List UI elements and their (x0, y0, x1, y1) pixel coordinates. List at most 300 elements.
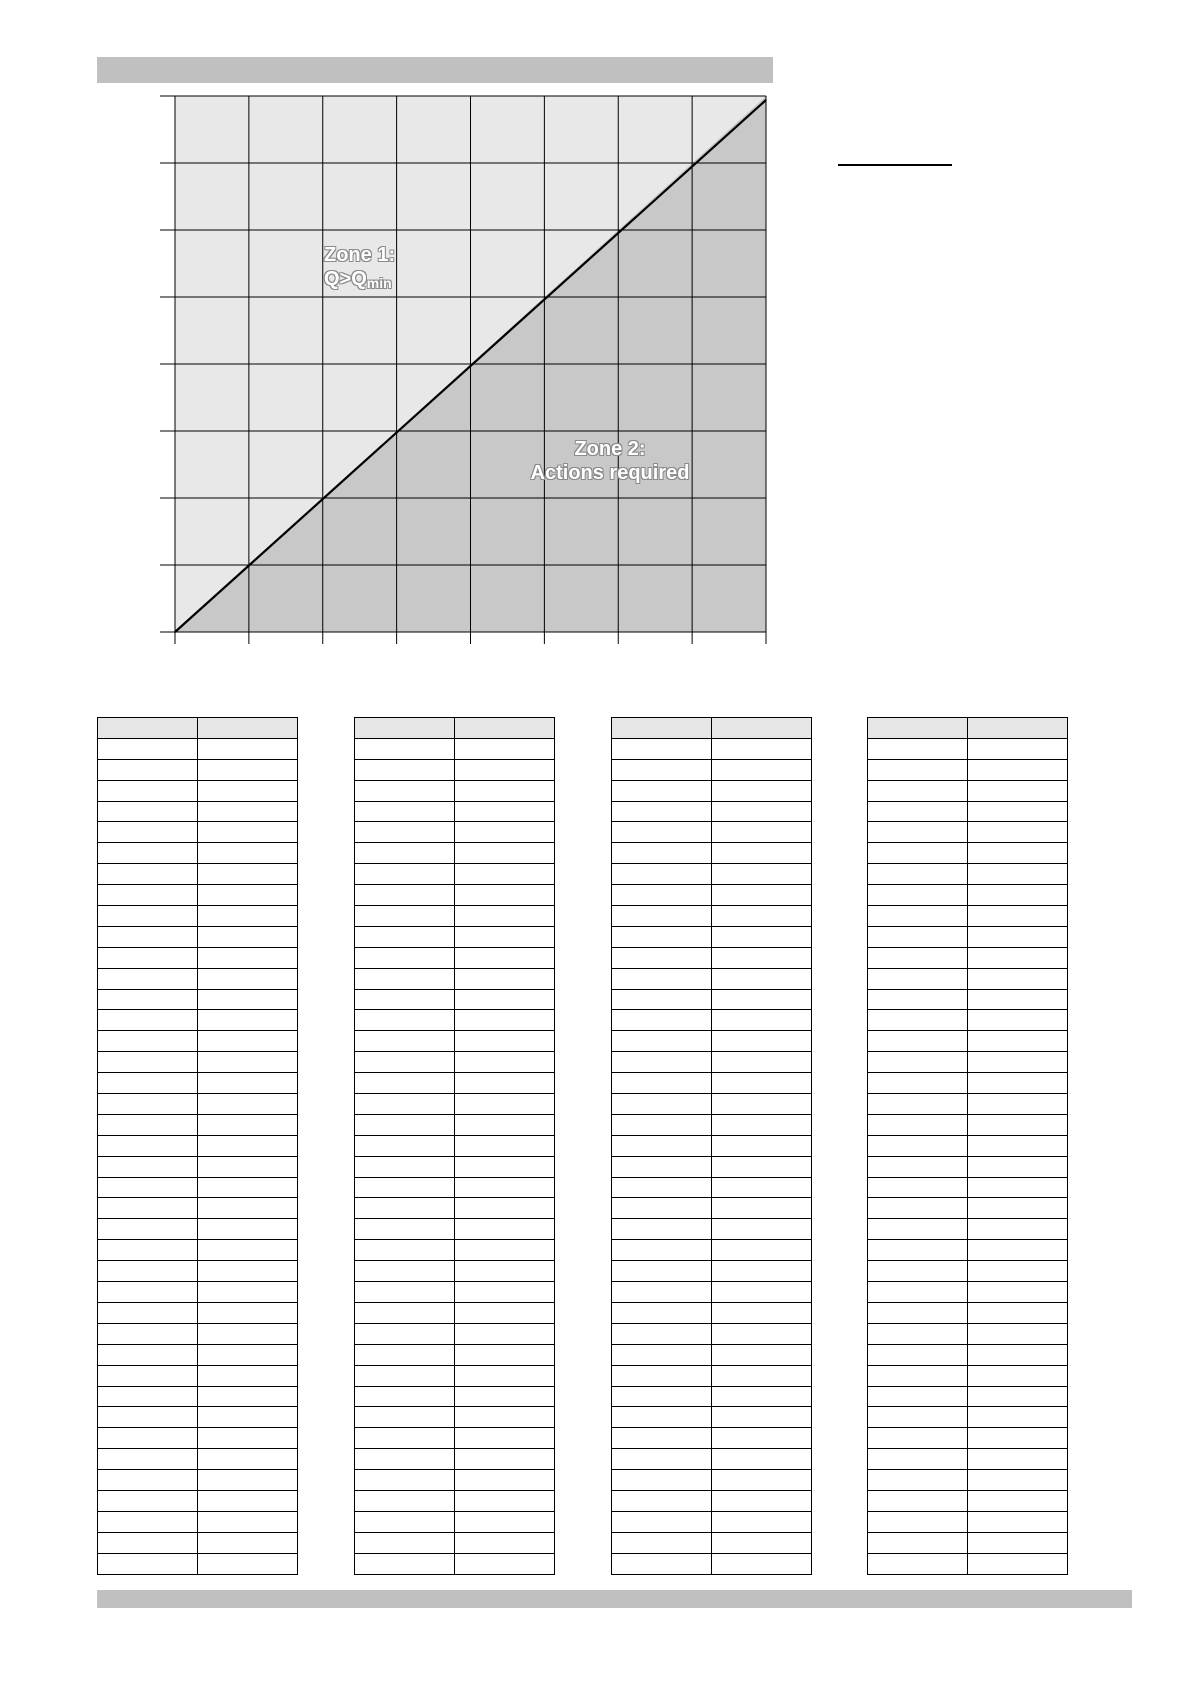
table-cell (868, 1449, 968, 1470)
table-cell (98, 822, 198, 843)
table-row (355, 989, 555, 1010)
table-cell (198, 1323, 298, 1344)
table-row (868, 1470, 1068, 1491)
table-cell (98, 843, 198, 864)
table-cell (98, 1219, 198, 1240)
table-row (355, 1553, 555, 1574)
table-cell (98, 1365, 198, 1386)
table-cell (98, 1135, 198, 1156)
table-cell (198, 947, 298, 968)
table-cell (712, 1240, 812, 1261)
table-row (355, 1219, 555, 1240)
table-cell (355, 1094, 455, 1115)
table-cell (868, 1428, 968, 1449)
table-cell (612, 1156, 712, 1177)
table-cell (612, 1344, 712, 1365)
table-row (612, 1052, 812, 1073)
table-row (355, 1261, 555, 1282)
table-cell (98, 1198, 198, 1219)
table-cell (355, 1323, 455, 1344)
table-row (868, 759, 1068, 780)
table-cell (868, 885, 968, 906)
table-cell (968, 1052, 1068, 1073)
table-row (868, 1010, 1068, 1031)
table-cell (968, 906, 1068, 927)
table-row (868, 864, 1068, 885)
table-cell (712, 738, 812, 759)
table-cell (355, 1490, 455, 1511)
table-cell (612, 843, 712, 864)
table-cell (968, 843, 1068, 864)
table-header-cell (355, 718, 455, 739)
table-row (355, 1302, 555, 1323)
table-row (612, 1219, 812, 1240)
table-cell (868, 1553, 968, 1574)
table-cell (455, 1010, 555, 1031)
table-cell (612, 1114, 712, 1135)
table-cell (98, 1511, 198, 1532)
table-cell (712, 1490, 812, 1511)
zone2-label (500, 437, 720, 485)
table-cell (98, 1386, 198, 1407)
table-row (355, 947, 555, 968)
table-row (868, 1198, 1068, 1219)
table-row (868, 885, 1068, 906)
table-cell (198, 1073, 298, 1094)
table-cell (712, 843, 812, 864)
table-cell (355, 1407, 455, 1428)
table-cell (868, 1240, 968, 1261)
table-cell (198, 1407, 298, 1428)
table-cell (98, 1428, 198, 1449)
table-cell (868, 1386, 968, 1407)
table-cell (612, 1470, 712, 1491)
table-cell (868, 1261, 968, 1282)
table-cell (198, 1532, 298, 1553)
table-cell (355, 1261, 455, 1282)
table-row (98, 738, 298, 759)
table-cell (98, 1407, 198, 1428)
table-row (355, 1198, 555, 1219)
table-cell (968, 1219, 1068, 1240)
table-cell (868, 1073, 968, 1094)
table-cell (612, 1323, 712, 1344)
table-cell (355, 1240, 455, 1261)
table-row (868, 968, 1068, 989)
table-cell (355, 1386, 455, 1407)
table-cell (712, 926, 812, 947)
table-row (868, 1386, 1068, 1407)
table-cell (868, 1302, 968, 1323)
table-row (98, 1428, 298, 1449)
table-cell (712, 822, 812, 843)
table-cell (968, 1010, 1068, 1031)
table-cell (355, 947, 455, 968)
table-cell (455, 1490, 555, 1511)
table-cell (612, 926, 712, 947)
table-cell (868, 968, 968, 989)
table-cell (355, 1449, 455, 1470)
table-row (98, 801, 298, 822)
table-row (868, 822, 1068, 843)
table-row (868, 989, 1068, 1010)
table-cell (968, 1073, 1068, 1094)
table-cell (355, 1532, 455, 1553)
table-cell (712, 1532, 812, 1553)
table-cell (455, 801, 555, 822)
table-row (868, 738, 1068, 759)
table-cell (355, 968, 455, 989)
table-row (98, 1261, 298, 1282)
table-cell (612, 801, 712, 822)
table-cell (455, 1386, 555, 1407)
table-row (355, 1282, 555, 1303)
table-row (612, 1156, 812, 1177)
table-cell (355, 906, 455, 927)
table-row (868, 1094, 1068, 1115)
blank-table (867, 717, 1068, 1575)
table-cell (355, 822, 455, 843)
table-row (355, 1073, 555, 1094)
table-header-cell (455, 718, 555, 739)
table-row (868, 1365, 1068, 1386)
table-cell (868, 801, 968, 822)
table-cell (868, 1323, 968, 1344)
table-header-cell (98, 718, 198, 739)
table-row (612, 1240, 812, 1261)
table-cell (455, 822, 555, 843)
table-cell (98, 926, 198, 947)
table-cell (98, 947, 198, 968)
table-cell (455, 1135, 555, 1156)
table-cell (98, 1156, 198, 1177)
table-row (612, 1470, 812, 1491)
table-cell (355, 1219, 455, 1240)
table-row (612, 1323, 812, 1344)
table-row (612, 1386, 812, 1407)
table-row (355, 1052, 555, 1073)
table-cell (98, 1449, 198, 1470)
table-cell (868, 1219, 968, 1240)
table-cell (968, 759, 1068, 780)
table-cell (612, 864, 712, 885)
table-cell (455, 947, 555, 968)
table-cell (968, 1031, 1068, 1052)
table-cell (198, 864, 298, 885)
table-row (868, 1490, 1068, 1511)
table-cell (868, 1365, 968, 1386)
table-header-row (612, 718, 812, 739)
table-cell (868, 1511, 968, 1532)
table-row (355, 906, 555, 927)
table-row (355, 1407, 555, 1428)
table-cell (355, 759, 455, 780)
table-cell (98, 906, 198, 927)
table-cell (712, 1449, 812, 1470)
table-cell (968, 989, 1068, 1010)
table-row (98, 1490, 298, 1511)
table-cell (98, 1490, 198, 1511)
table-cell (455, 1449, 555, 1470)
table-row (868, 1031, 1068, 1052)
table-row (98, 885, 298, 906)
table-cell (198, 822, 298, 843)
table-header-cell (198, 718, 298, 739)
table-row (98, 1156, 298, 1177)
table-row (98, 1365, 298, 1386)
table-cell (868, 1114, 968, 1135)
table-cell (455, 1470, 555, 1491)
table-row (868, 1135, 1068, 1156)
table-cell (98, 738, 198, 759)
table-row (98, 864, 298, 885)
table-header-cell (868, 718, 968, 739)
table-cell (968, 1449, 1068, 1470)
table-cell (612, 947, 712, 968)
table-cell (868, 864, 968, 885)
table-cell (712, 1302, 812, 1323)
table-cell (868, 1490, 968, 1511)
table-cell (198, 1386, 298, 1407)
table-row (868, 1511, 1068, 1532)
table-row (355, 1449, 555, 1470)
table-cell (198, 1198, 298, 1219)
table-cell (198, 1156, 298, 1177)
table-cell (355, 1114, 455, 1135)
table-cell (455, 864, 555, 885)
table-header-cell (612, 718, 712, 739)
table-cell (355, 1553, 455, 1574)
table-row (868, 1156, 1068, 1177)
table-cell (98, 1031, 198, 1052)
table-row (612, 947, 812, 968)
table-row (98, 1553, 298, 1574)
table-row (868, 1261, 1068, 1282)
table-cell (968, 1177, 1068, 1198)
table-cell (712, 1344, 812, 1365)
table-cell (198, 1470, 298, 1491)
table-row (98, 759, 298, 780)
table-row (98, 1031, 298, 1052)
table-cell (968, 1532, 1068, 1553)
table-cell (98, 1261, 198, 1282)
table-cell (968, 1553, 1068, 1574)
blank-table (611, 717, 812, 1575)
table-row (612, 843, 812, 864)
table-cell (98, 1282, 198, 1303)
table-cell (198, 1490, 298, 1511)
table-cell (98, 989, 198, 1010)
table-cell (98, 1177, 198, 1198)
table-row (355, 864, 555, 885)
table-cell (712, 801, 812, 822)
table-cell (198, 1344, 298, 1365)
table-cell (868, 906, 968, 927)
table-cell (868, 1344, 968, 1365)
table-cell (968, 1156, 1068, 1177)
table-cell (712, 947, 812, 968)
table-row (98, 968, 298, 989)
table-cell (968, 801, 1068, 822)
table-cell (968, 885, 1068, 906)
table-row (355, 1135, 555, 1156)
table-cell (612, 989, 712, 1010)
table-row (98, 947, 298, 968)
table-row (612, 780, 812, 801)
table-row (612, 1094, 812, 1115)
table-cell (612, 1177, 712, 1198)
table-row (868, 1177, 1068, 1198)
table-cell (98, 1470, 198, 1491)
table-cell (355, 1010, 455, 1031)
table-cell (455, 1344, 555, 1365)
table-cell (355, 1282, 455, 1303)
table-cell (355, 1511, 455, 1532)
table-row (98, 1302, 298, 1323)
table-row (98, 926, 298, 947)
table-cell (98, 1323, 198, 1344)
table-row (98, 1010, 298, 1031)
table-cell (198, 968, 298, 989)
table-row (355, 1511, 555, 1532)
table-cell (868, 1031, 968, 1052)
table-cell (712, 1323, 812, 1344)
table-cell (455, 885, 555, 906)
table-row (98, 1094, 298, 1115)
table-cell (712, 968, 812, 989)
table-cell (198, 1511, 298, 1532)
table-row (868, 780, 1068, 801)
table-row (355, 968, 555, 989)
table-row (612, 1553, 812, 1574)
table-cell (355, 1135, 455, 1156)
table-cell (612, 1219, 712, 1240)
table-row (355, 1010, 555, 1031)
table-row (612, 822, 812, 843)
table-cell (968, 1365, 1068, 1386)
table-cell (612, 1490, 712, 1511)
table-row (355, 1428, 555, 1449)
table-cell (868, 822, 968, 843)
table-cell (198, 1031, 298, 1052)
table-row (868, 1344, 1068, 1365)
table-row (612, 864, 812, 885)
table-cell (712, 759, 812, 780)
table-cell (968, 822, 1068, 843)
table-row (355, 885, 555, 906)
table-cell (968, 1323, 1068, 1344)
table-cell (712, 885, 812, 906)
table-cell (455, 1114, 555, 1135)
table-cell (198, 1428, 298, 1449)
table-cell (198, 1553, 298, 1574)
table-row (98, 989, 298, 1010)
table-cell (968, 864, 1068, 885)
table-cell (198, 906, 298, 927)
table-row (612, 1010, 812, 1031)
table-cell (968, 1282, 1068, 1303)
table-row (868, 1219, 1068, 1240)
table-row (868, 926, 1068, 947)
table-cell (868, 738, 968, 759)
table-cell (355, 1198, 455, 1219)
table-cell (455, 1177, 555, 1198)
table-cell (868, 780, 968, 801)
table-cell (868, 1177, 968, 1198)
table-cell (198, 1449, 298, 1470)
zone1-title: Zone 1: (324, 244, 396, 266)
table-row (98, 1323, 298, 1344)
table-row (612, 1365, 812, 1386)
table-cell (968, 968, 1068, 989)
table-cell (198, 780, 298, 801)
table-row (98, 1114, 298, 1135)
table-cell (355, 864, 455, 885)
table-cell (198, 1282, 298, 1303)
table-cell (198, 885, 298, 906)
table-cell (868, 1094, 968, 1115)
table-cell (455, 926, 555, 947)
table-row (98, 780, 298, 801)
table-row (868, 1449, 1068, 1470)
table-cell (455, 1031, 555, 1052)
table-row (612, 1449, 812, 1470)
table-cell (455, 738, 555, 759)
table-row (868, 1240, 1068, 1261)
table-cell (612, 738, 712, 759)
table-row (868, 1553, 1068, 1574)
table-cell (868, 1010, 968, 1031)
table-cell (712, 1407, 812, 1428)
table-row (98, 1386, 298, 1407)
table-cell (98, 801, 198, 822)
table-cell (98, 1010, 198, 1031)
table-cell (98, 864, 198, 885)
table-cell (612, 1428, 712, 1449)
table-cell (712, 1470, 812, 1491)
table-header-row (98, 718, 298, 739)
table-cell (198, 1052, 298, 1073)
table-cell (712, 1177, 812, 1198)
table-cell (98, 885, 198, 906)
table-cell (712, 1386, 812, 1407)
table-cell (868, 1532, 968, 1553)
table-cell (968, 1386, 1068, 1407)
table-row (355, 801, 555, 822)
table-cell (355, 1156, 455, 1177)
table-row (612, 1177, 812, 1198)
table-row (612, 1031, 812, 1052)
table-cell (712, 1261, 812, 1282)
table-cell (612, 1052, 712, 1073)
table-row (355, 843, 555, 864)
table-cell (455, 1407, 555, 1428)
table-cell (612, 1198, 712, 1219)
table-cell (712, 1282, 812, 1303)
table-cell (355, 1365, 455, 1386)
table-cell (612, 759, 712, 780)
table-header-cell (712, 718, 812, 739)
table-cell (712, 1198, 812, 1219)
table-row (612, 759, 812, 780)
table-cell (98, 1532, 198, 1553)
table-cell (98, 780, 198, 801)
table-header-cell (968, 718, 1068, 739)
table-cell (712, 989, 812, 1010)
table-cell (355, 1031, 455, 1052)
table-row (612, 1428, 812, 1449)
table-row (98, 1240, 298, 1261)
